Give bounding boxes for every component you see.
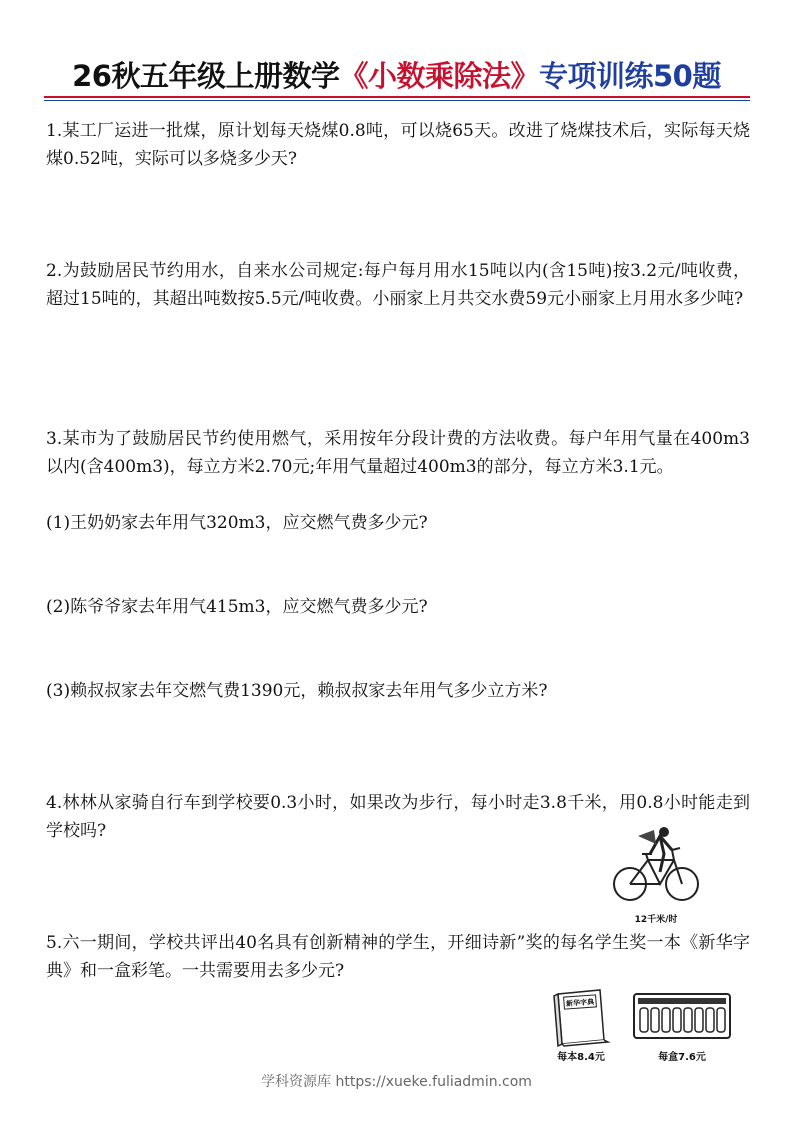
color-pens-price-caption: 每盒7.6元 — [658, 1052, 706, 1063]
title-part-training: 专项训练50题 — [539, 59, 721, 93]
question-5-text: 5.六一期间，学校共评出40名具有创新精神的学生，开细诗新”奖的每名学生奖一本《新华字典》和一盒彩笔。一共需要用去多少元? — [46, 933, 750, 981]
dictionary-cover-text: 新华字典 — [565, 998, 595, 1008]
question-3-text: 3.某市为了鼓励居民节约使用燃气，采用按年分段计费的方法收费。每户年用气量在400m3以内(含400m3)，每立方米2.70元;年用气量超过400m3的部分，每立方米3.1元。 — [46, 429, 750, 477]
question-2-text: 2.为鼓励居民节约用水，自来水公司规定:每户每月用水15吨以内(含15吨)按3.2元/吨收费，超过15吨的，其超出吨数按5.5元/吨收费。小丽家上月共交水费59元小丽家上月用水多少吨? — [46, 261, 750, 309]
page-title — [0, 54, 793, 95]
question-4-text: 4.林林从家骑自行车到学校要0.3小时，如果改为步行，每小时走3.8千米，用0.8小时能走到学校吗? — [46, 793, 750, 841]
bicycle-icon — [608, 824, 704, 910]
dictionary-price-caption: 每本8.4元 — [557, 1052, 605, 1063]
question-5 — [46, 929, 750, 985]
question-3-sub-2-text: (2)陈爷爷家去年用气415m3，应交燃气费多少元? — [46, 597, 428, 617]
question-3 — [46, 425, 750, 481]
question-3-sub-3-text: (3)赖叔叔家去年交燃气费1390元，赖叔叔家去年用气多少立方米? — [46, 681, 548, 701]
question-3-sub-2 — [46, 593, 750, 621]
color-pens-figure — [632, 988, 732, 1064]
title-rule-red — [44, 96, 750, 98]
dictionary-figure — [548, 988, 614, 1064]
title-part-topic: 《小数乘除法》 — [339, 59, 539, 93]
title-part-grade: 26秋五年级上册数学 — [72, 59, 340, 93]
question-3-sub-1 — [46, 509, 750, 537]
question-3-sub-3 — [46, 677, 750, 705]
question-1-text: 1.某工厂运进一批煤，原计划每天烧煤0.8吨，可以烧65天。改进了烧煤技术后，实际每天烧煤0.52吨，实际可以多烧多少天? — [46, 121, 750, 169]
bicycle-figure — [608, 824, 704, 924]
bicycle-speed-caption: 12千米/时 — [634, 915, 678, 925]
question-3-sub-1-text: (1)王奶奶家去年用气320m3，应交燃气费多少元? — [46, 513, 428, 533]
dictionary-book-icon — [548, 988, 614, 1048]
question-2 — [46, 257, 750, 313]
footer-source: 学科资源库 https://xueke.fuliadmin.com — [261, 1074, 532, 1090]
question-1 — [46, 117, 750, 173]
title-rule-blue — [44, 100, 750, 101]
color-pen-box-icon — [632, 988, 732, 1048]
